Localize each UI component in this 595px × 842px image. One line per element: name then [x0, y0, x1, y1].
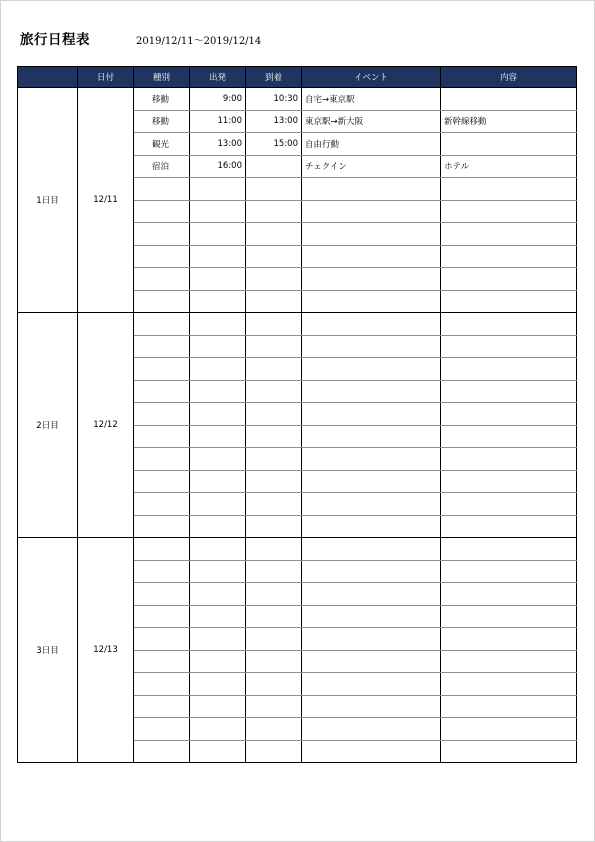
cell-type[interactable]: [134, 493, 190, 516]
cell-depart[interactable]: [190, 290, 246, 313]
cell-depart[interactable]: [190, 268, 246, 291]
cell-arrive[interactable]: [246, 155, 302, 178]
cell-detail[interactable]: [441, 403, 577, 426]
cell-detail[interactable]: [441, 515, 577, 538]
cell-event[interactable]: [302, 650, 441, 673]
cell-depart[interactable]: [190, 718, 246, 741]
cell-arrive[interactable]: [246, 335, 302, 358]
cell-arrive[interactable]: [246, 200, 302, 223]
cell-event[interactable]: [302, 605, 441, 628]
cell-type[interactable]: [134, 628, 190, 651]
cell-arrive[interactable]: [246, 425, 302, 448]
cell-detail[interactable]: [441, 200, 577, 223]
cell-arrive[interactable]: [246, 223, 302, 246]
cell-arrive[interactable]: [246, 740, 302, 763]
cell-arrive[interactable]: [246, 628, 302, 651]
cell-type[interactable]: 宿泊: [134, 155, 190, 178]
cell-type[interactable]: [134, 425, 190, 448]
cell-type[interactable]: [134, 718, 190, 741]
cell-depart[interactable]: [190, 425, 246, 448]
cell-detail[interactable]: [441, 538, 577, 561]
cell-arrive[interactable]: [246, 380, 302, 403]
cell-arrive[interactable]: [246, 493, 302, 516]
cell-detail[interactable]: [441, 245, 577, 268]
table-row: [18, 313, 577, 336]
cell-depart[interactable]: 13:00: [190, 133, 246, 156]
cell-arrive[interactable]: [246, 583, 302, 606]
cell-arrive[interactable]: [246, 313, 302, 336]
cell-arrive[interactable]: [246, 178, 302, 201]
cell-depart[interactable]: [190, 560, 246, 583]
col-header-type: 種別: [134, 67, 190, 88]
cell-detail[interactable]: [441, 380, 577, 403]
cell-detail[interactable]: [441, 223, 577, 246]
cell-arrive[interactable]: [246, 268, 302, 291]
cell-depart[interactable]: [190, 178, 246, 201]
cell-event[interactable]: [302, 740, 441, 763]
cell-event[interactable]: [302, 313, 441, 336]
cell-arrive[interactable]: [246, 695, 302, 718]
cell-depart[interactable]: 11:00: [190, 110, 246, 133]
cell-detail[interactable]: [441, 650, 577, 673]
cell-depart[interactable]: [190, 740, 246, 763]
cell-depart[interactable]: [190, 448, 246, 471]
cell-event[interactable]: [302, 695, 441, 718]
cell-detail[interactable]: 新幹線移動: [441, 110, 577, 133]
cell-depart[interactable]: [190, 245, 246, 268]
cell-event[interactable]: [302, 673, 441, 696]
cell-arrive[interactable]: [246, 605, 302, 628]
cell-event[interactable]: [302, 560, 441, 583]
cell-detail[interactable]: [441, 178, 577, 201]
cell-detail[interactable]: [441, 560, 577, 583]
cell-depart[interactable]: [190, 673, 246, 696]
cell-type[interactable]: [134, 200, 190, 223]
cell-event[interactable]: [302, 403, 441, 426]
cell-event[interactable]: [302, 718, 441, 741]
cell-arrive[interactable]: [246, 245, 302, 268]
cell-event[interactable]: [302, 470, 441, 493]
cell-type[interactable]: [134, 740, 190, 763]
cell-event[interactable]: [302, 448, 441, 471]
cell-event[interactable]: チェクイン: [302, 155, 441, 178]
cell-type[interactable]: [134, 358, 190, 381]
cell-event[interactable]: [302, 538, 441, 561]
cell-depart[interactable]: [190, 200, 246, 223]
cell-event[interactable]: [302, 290, 441, 313]
cell-arrive[interactable]: [246, 718, 302, 741]
schedule-body: [18, 88, 577, 763]
cell-type[interactable]: [134, 448, 190, 471]
cell-event[interactable]: [302, 493, 441, 516]
cell-event[interactable]: [302, 515, 441, 538]
day-date: 12/13: [78, 538, 134, 763]
cell-event[interactable]: [302, 583, 441, 606]
cell-type[interactable]: [134, 515, 190, 538]
cell-depart[interactable]: 16:00: [190, 155, 246, 178]
cell-detail[interactable]: [441, 313, 577, 336]
day-date: 12/12: [78, 313, 134, 538]
cell-depart[interactable]: [190, 470, 246, 493]
cell-depart[interactable]: [190, 358, 246, 381]
cell-event[interactable]: [302, 425, 441, 448]
cell-arrive[interactable]: 13:00: [246, 110, 302, 133]
cell-type[interactable]: [134, 470, 190, 493]
cell-detail[interactable]: [441, 335, 577, 358]
cell-arrive[interactable]: 10:30: [246, 88, 302, 111]
cell-detail[interactable]: [441, 673, 577, 696]
cell-detail[interactable]: [441, 740, 577, 763]
cell-depart[interactable]: [190, 515, 246, 538]
cell-detail[interactable]: [441, 358, 577, 381]
day-label: 2日目: [18, 313, 78, 538]
cell-type[interactable]: [134, 583, 190, 606]
cell-event[interactable]: [302, 268, 441, 291]
cell-detail[interactable]: [441, 425, 577, 448]
cell-type[interactable]: [134, 245, 190, 268]
cell-depart[interactable]: [190, 583, 246, 606]
page-title: 旅行日程表: [20, 32, 90, 48]
cell-detail[interactable]: [441, 583, 577, 606]
cell-depart[interactable]: [190, 538, 246, 561]
cell-type[interactable]: [134, 673, 190, 696]
cell-arrive[interactable]: [246, 560, 302, 583]
cell-detail[interactable]: [441, 88, 577, 111]
col-header-event: イベント: [302, 67, 441, 88]
cell-depart[interactable]: [190, 380, 246, 403]
cell-type[interactable]: [134, 695, 190, 718]
cell-detail[interactable]: [441, 268, 577, 291]
col-header-date: 日付: [78, 67, 134, 88]
cell-arrive[interactable]: [246, 515, 302, 538]
cell-event[interactable]: 東京駅→新大阪: [302, 110, 441, 133]
cell-event[interactable]: [302, 358, 441, 381]
cell-type[interactable]: [134, 605, 190, 628]
cell-event[interactable]: 自由行動: [302, 133, 441, 156]
cell-type[interactable]: [134, 223, 190, 246]
table-row: [18, 88, 577, 111]
cell-detail[interactable]: [441, 695, 577, 718]
cell-depart[interactable]: [190, 223, 246, 246]
cell-depart[interactable]: 9:00: [190, 88, 246, 111]
cell-type[interactable]: 移動: [134, 88, 190, 111]
cell-depart[interactable]: [190, 605, 246, 628]
cell-detail[interactable]: [441, 470, 577, 493]
cell-type[interactable]: [134, 560, 190, 583]
cell-event[interactable]: [302, 628, 441, 651]
cell-depart[interactable]: [190, 403, 246, 426]
day-label: 1日目: [18, 88, 78, 313]
cell-event[interactable]: 自宅→東京駅: [302, 88, 441, 111]
day-date: 12/11: [78, 88, 134, 313]
cell-event[interactable]: [302, 380, 441, 403]
cell-event[interactable]: [302, 245, 441, 268]
cell-arrive[interactable]: [246, 470, 302, 493]
cell-detail[interactable]: [441, 448, 577, 471]
cell-event[interactable]: [302, 200, 441, 223]
cell-arrive[interactable]: [246, 358, 302, 381]
cell-type[interactable]: [134, 178, 190, 201]
cell-detail[interactable]: ホテル: [441, 155, 577, 178]
col-header-depart: 出発: [190, 67, 246, 88]
cell-event[interactable]: [302, 223, 441, 246]
cell-detail[interactable]: [441, 290, 577, 313]
table-row: [18, 538, 577, 561]
cell-type[interactable]: [134, 268, 190, 291]
cell-arrive[interactable]: 15:00: [246, 133, 302, 156]
cell-type[interactable]: [134, 538, 190, 561]
cell-detail[interactable]: [441, 605, 577, 628]
cell-arrive[interactable]: [246, 538, 302, 561]
col-header-detail: 内容: [441, 67, 577, 88]
cell-depart[interactable]: [190, 628, 246, 651]
cell-detail[interactable]: [441, 133, 577, 156]
cell-type[interactable]: [134, 313, 190, 336]
cell-type[interactable]: 移動: [134, 110, 190, 133]
day-label: 3日目: [18, 538, 78, 763]
cell-type[interactable]: [134, 335, 190, 358]
cell-arrive[interactable]: [246, 403, 302, 426]
cell-arrive[interactable]: [246, 290, 302, 313]
cell-type[interactable]: [134, 650, 190, 673]
header-row: [18, 67, 577, 88]
col-header-arrive: 到着: [246, 67, 302, 88]
cell-arrive[interactable]: [246, 448, 302, 471]
cell-depart[interactable]: [190, 313, 246, 336]
cell-type[interactable]: [134, 403, 190, 426]
cell-type[interactable]: 観光: [134, 133, 190, 156]
cell-event[interactable]: [302, 335, 441, 358]
cell-detail[interactable]: [441, 628, 577, 651]
cell-detail[interactable]: [441, 718, 577, 741]
cell-detail[interactable]: [441, 493, 577, 516]
cell-type[interactable]: [134, 380, 190, 403]
col-header-day: [18, 67, 78, 88]
cell-event[interactable]: [302, 178, 441, 201]
cell-depart[interactable]: [190, 695, 246, 718]
cell-type[interactable]: [134, 290, 190, 313]
cell-arrive[interactable]: [246, 673, 302, 696]
schedule-table: [17, 66, 577, 763]
cell-depart[interactable]: [190, 335, 246, 358]
travel-period: 2019/12/11～2019/12/14: [136, 36, 262, 47]
cell-depart[interactable]: [190, 650, 246, 673]
cell-depart[interactable]: [190, 493, 246, 516]
cell-arrive[interactable]: [246, 650, 302, 673]
